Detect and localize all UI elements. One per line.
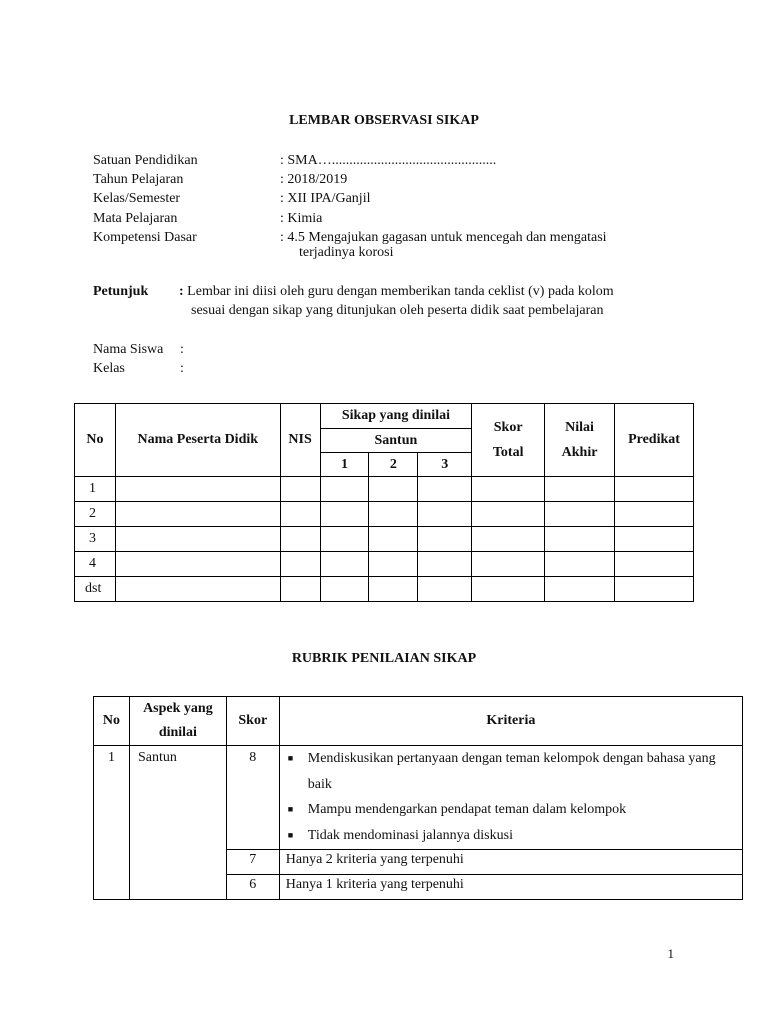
rubric-criteria-cell	[279, 746, 742, 850]
cell	[369, 577, 418, 602]
cell	[280, 477, 320, 502]
criteria-list	[280, 746, 742, 848]
table-row	[75, 502, 694, 527]
cell	[280, 527, 320, 552]
col-header-no: No	[75, 404, 116, 477]
rubric-header-aspek	[129, 697, 226, 746]
col-header-sub-3: 3	[418, 453, 472, 477]
row-no: 4	[75, 552, 116, 577]
col-header-sub-1: 1	[320, 453, 369, 477]
info-label: Kompetensi Dasar	[93, 230, 197, 245]
criteria-text: Mendiskusikan pertanyaan dengan teman kelompok dengan bahasa yang baik	[307, 751, 716, 792]
info-row-kelas	[93, 189, 370, 208]
cell	[115, 477, 280, 502]
aspek-label-1: Aspek yang	[143, 701, 213, 716]
cell	[545, 527, 615, 552]
row-no: 1	[75, 477, 116, 502]
cell	[320, 502, 369, 527]
rubric-skor: 8	[226, 746, 279, 850]
petunjuk-label: Petunjuk	[93, 284, 149, 299]
info-row-tahun	[93, 170, 347, 189]
cell	[115, 552, 280, 577]
info-label: Tahun Pelajaran	[93, 172, 184, 187]
rubric-header-kriteria: Kriteria	[279, 697, 742, 746]
list-item	[284, 797, 742, 823]
col-header-skor	[472, 404, 545, 477]
page-number: 1	[667, 946, 674, 961]
row-no: dst	[75, 577, 116, 602]
cell	[615, 477, 694, 502]
rubric-criteria-text: Hanya 2 kriteria yang terpenuhi	[279, 850, 742, 875]
cell	[280, 577, 320, 602]
cell	[472, 552, 545, 577]
table-row	[75, 527, 694, 552]
cell	[472, 477, 545, 502]
cell	[545, 552, 615, 577]
student-name-colon: :	[180, 342, 184, 357]
rubric-skor: 7	[226, 850, 279, 875]
rubric-title: RUBRIK PENILAIAN SIKAP	[291, 651, 477, 666]
info-kd-continuation: terjadinya korosi	[299, 245, 394, 260]
square-bullet-icon: ■	[287, 753, 294, 763]
cell	[615, 577, 694, 602]
info-value: : XII IPA/Ganjil	[280, 191, 371, 206]
cell	[280, 552, 320, 577]
petunjuk-line1	[93, 282, 614, 301]
student-class-colon: :	[180, 361, 184, 376]
cell	[545, 477, 615, 502]
criteria-text: Tidak mendominasi jalannya diskusi	[307, 827, 513, 843]
student-class-label: Kelas	[93, 361, 125, 376]
rubric-no: 1	[94, 746, 130, 900]
cell	[369, 502, 418, 527]
info-label: Mata Pelajaran	[93, 211, 178, 226]
cell	[545, 502, 615, 527]
col-header-sub-2: 2	[369, 453, 418, 477]
cell	[545, 577, 615, 602]
cell	[320, 552, 369, 577]
cell	[115, 577, 280, 602]
col-header-santun: Santun	[320, 429, 472, 453]
nilai-label: Nilai	[565, 420, 594, 435]
col-header-nama: Nama Peserta Didik	[115, 404, 280, 477]
info-value: : Kimia	[280, 211, 323, 226]
cell	[472, 577, 545, 602]
rubric-header-skor: Skor	[226, 697, 279, 746]
observation-table	[74, 403, 694, 602]
cell	[115, 527, 280, 552]
cell	[320, 527, 369, 552]
table-row	[75, 577, 694, 602]
col-header-nilai	[545, 404, 615, 477]
aspek-label-2: dinilai	[158, 725, 197, 740]
cell	[418, 502, 472, 527]
table-row	[75, 477, 694, 502]
cell	[369, 552, 418, 577]
square-bullet-icon: ■	[287, 829, 294, 840]
student-name-row	[93, 340, 184, 359]
cell	[320, 577, 369, 602]
rubric-aspek: Santun	[129, 746, 226, 900]
row-no: 2	[75, 502, 116, 527]
cell	[369, 527, 418, 552]
row-no: 3	[75, 527, 116, 552]
cell	[369, 477, 418, 502]
table-row	[75, 552, 694, 577]
cell	[472, 502, 545, 527]
info-row-satuan	[93, 151, 496, 170]
table-row	[94, 746, 743, 850]
rubric-skor: 6	[226, 875, 279, 900]
student-class-row	[93, 359, 184, 378]
cell	[280, 502, 320, 527]
col-header-predikat: Predikat	[615, 404, 694, 477]
skor-label-2: Total	[492, 445, 524, 460]
cell	[615, 527, 694, 552]
page-title: LEMBAR OBSERVASI SIKAP	[289, 113, 479, 128]
col-header-nis: NIS	[280, 404, 320, 477]
list-item	[284, 823, 742, 849]
petunjuk-text-2: sesuai dengan sikap yang ditunjukan oleh peserta didik saat pembelajaran	[191, 303, 604, 318]
info-value: : 4.5 Mengajukan gagasan untuk mencegah dan mengatasi	[280, 230, 607, 245]
cell	[615, 552, 694, 577]
col-header-sikap: Sikap yang dinilai	[320, 404, 472, 429]
info-value: : 2018/2019	[280, 172, 348, 187]
cell	[418, 552, 472, 577]
info-value: : SMA…...............................................	[280, 153, 497, 168]
petunjuk-colon: :	[179, 284, 184, 299]
cell	[115, 502, 280, 527]
rubric-table	[93, 696, 743, 900]
info-label: Kelas/Semester	[93, 191, 181, 206]
nilai-label-2: Akhir	[561, 445, 598, 460]
rubric-header-no: No	[94, 697, 130, 746]
square-bullet-icon: ■	[287, 804, 294, 814]
info-row-mapel	[93, 209, 322, 228]
info-label: Satuan Pendidikan	[93, 153, 198, 168]
criteria-text: Mampu mendengarkan pendapat teman dalam kelompok	[307, 802, 627, 817]
cell	[418, 477, 472, 502]
rubric-criteria-text: Hanya 1 kriteria yang terpenuhi	[279, 875, 742, 900]
cell	[418, 577, 472, 602]
skor-label: Skor	[493, 420, 523, 435]
student-name-label: Nama Siswa	[93, 342, 164, 357]
cell	[320, 477, 369, 502]
cell	[472, 527, 545, 552]
list-item	[284, 746, 742, 797]
cell	[418, 527, 472, 552]
cell	[615, 502, 694, 527]
petunjuk-text-1: Lembar ini diisi oleh guru dengan memberikan tanda ceklist (v) pada kolom	[187, 284, 614, 299]
